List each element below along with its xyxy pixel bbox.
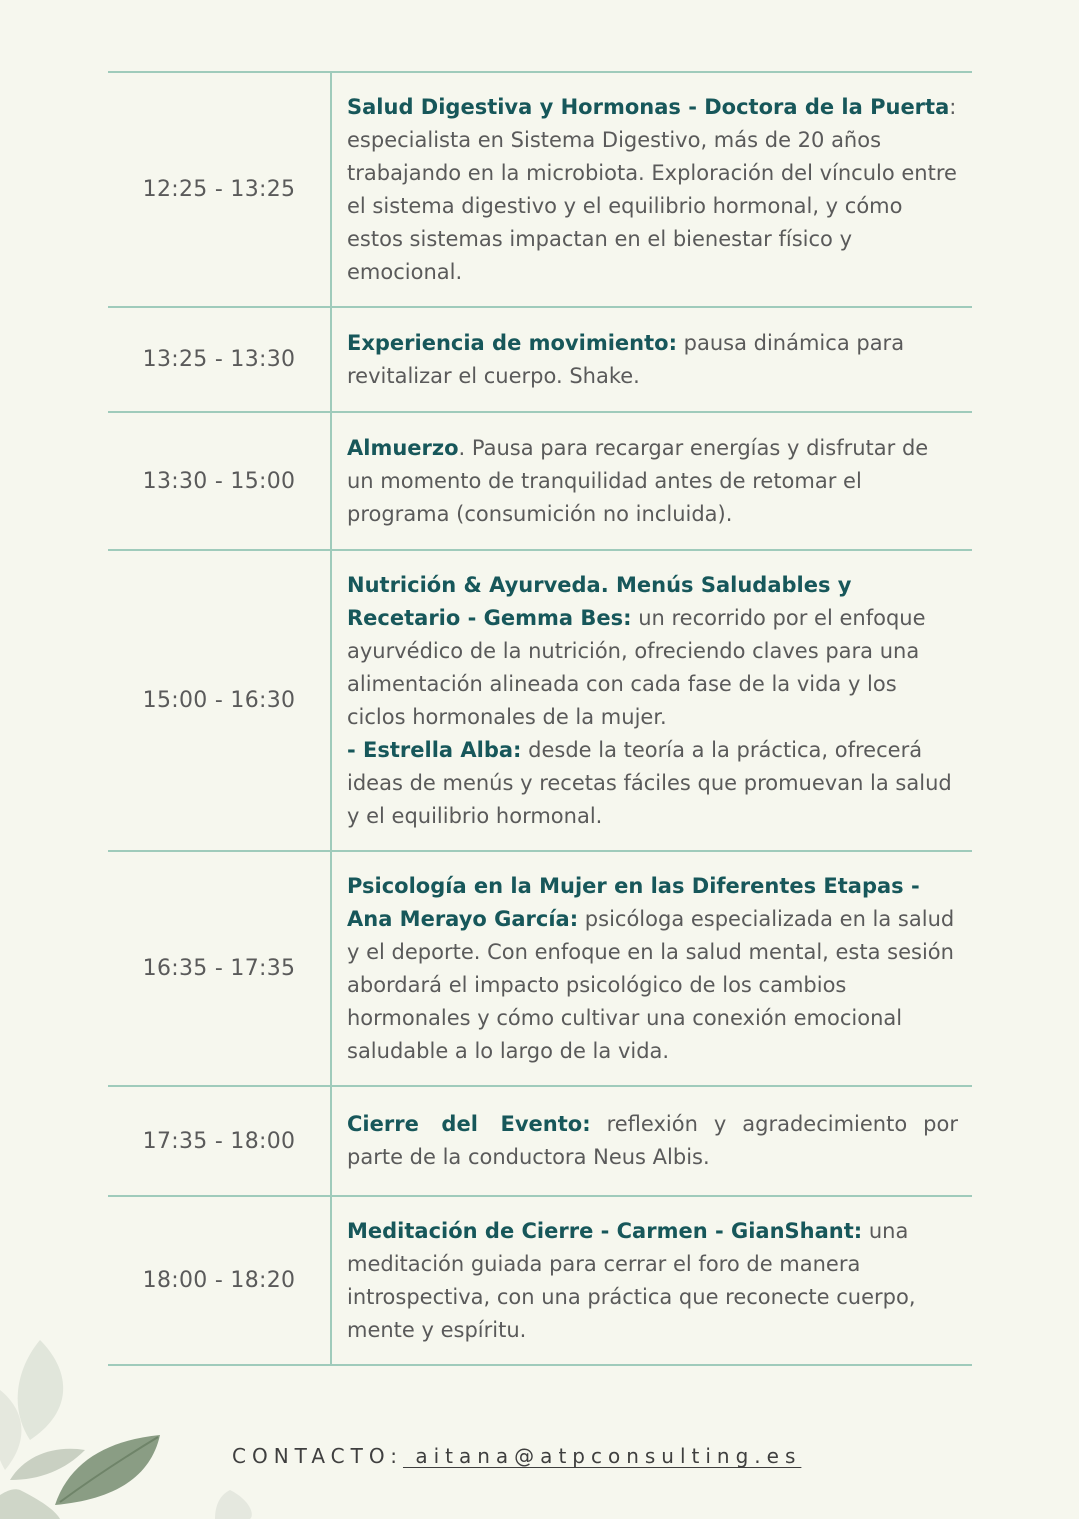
session-title: Psicología en la Mujer en las Diferentes Etapas - Ana Merayo García:	[347, 873, 920, 931]
session-description	[331, 307, 972, 412]
session-description	[331, 851, 972, 1086]
contact-email-link[interactable]: aitana@atpconsulting.es	[402, 1444, 802, 1468]
session-title: Almuerzo	[347, 435, 459, 460]
session-text: . Pausa para recargar energías y disfrutar de un momento de tranquilidad antes de retomar el programa (consumición no incluida).	[347, 435, 929, 526]
time-slot: 13:25 - 13:30	[108, 307, 331, 412]
session-text: un recorrido por el enfoque ayurvédico de la nutrición, ofreciendo claves para una alimentación alineada con cada fase de la vida y los ciclos hormonales de la mujer.	[347, 605, 926, 729]
session-text: una meditación guiada para cerrar el foro de manera introspectiva, con una práctica que reconecte cuerpo, mente y espíritu.	[347, 1218, 916, 1342]
time-slot: 15:00 - 16:30	[108, 550, 331, 851]
session-text: pausa dinámica para revitalizar el cuerpo. Shake.	[347, 330, 905, 388]
contact-label: CONTACTO:	[232, 1444, 403, 1468]
session-description	[331, 72, 972, 307]
session-description	[331, 412, 972, 550]
session-title: Meditación de Cierre - Carmen - GianShant:	[347, 1218, 863, 1243]
session-title-suffix: :	[949, 94, 957, 119]
table-row	[108, 550, 972, 851]
session-subtitle: - Estrella Alba:	[347, 737, 522, 762]
session-title: Experiencia de movimiento:	[347, 330, 677, 355]
session-subtext: desde la teoría a la práctica, ofrecerá ideas de menús y recetas fáciles que promuevan la salud y el equilibrio hormonal.	[347, 737, 952, 828]
time-slot: 12:25 - 13:25	[108, 72, 331, 307]
schedule-table	[108, 71, 972, 1366]
table-row	[108, 412, 972, 550]
time-slot: 13:30 - 15:00	[108, 412, 331, 550]
table-row	[108, 851, 972, 1086]
session-title: Nutrición & Ayurveda. Menús Saludables y Recetario - Gemma Bes:	[347, 572, 852, 630]
table-row	[108, 307, 972, 412]
time-slot: 18:00 - 18:20	[108, 1196, 331, 1365]
contact-line	[232, 1444, 801, 1468]
session-description	[331, 550, 972, 851]
session-description	[331, 1196, 972, 1365]
session-title: Salud Digestiva y Hormonas - Doctora de la Puerta	[347, 94, 950, 119]
table-row	[108, 1086, 972, 1196]
session-text: especialista en Sistema Digestivo, más de 20 años trabajando en la microbiota. Exploración del vínculo entre el sistema digestivo y el equilibrio hormonal, y cómo estos sistemas impactan en el bienestar físico y emocional.	[347, 127, 957, 284]
session-text: psicóloga especializada en la salud y el deporte. Con enfoque en la salud mental, esta sesión abordará el impacto psicológico de los cambios hormonales y cómo cultivar una conexión emocional saludable a lo largo de la vida.	[347, 906, 955, 1063]
session-description	[331, 1086, 972, 1196]
table-row	[108, 72, 972, 307]
session-title: Cierre del Evento:	[347, 1112, 591, 1136]
leaf-decoration-icon	[0, 1330, 280, 1519]
time-slot: 16:35 - 17:35	[108, 851, 331, 1086]
session-text: reflexión y agradecimiento por parte de la conductora Neus Albis.	[347, 1112, 958, 1169]
time-slot: 17:35 - 18:00	[108, 1086, 331, 1196]
